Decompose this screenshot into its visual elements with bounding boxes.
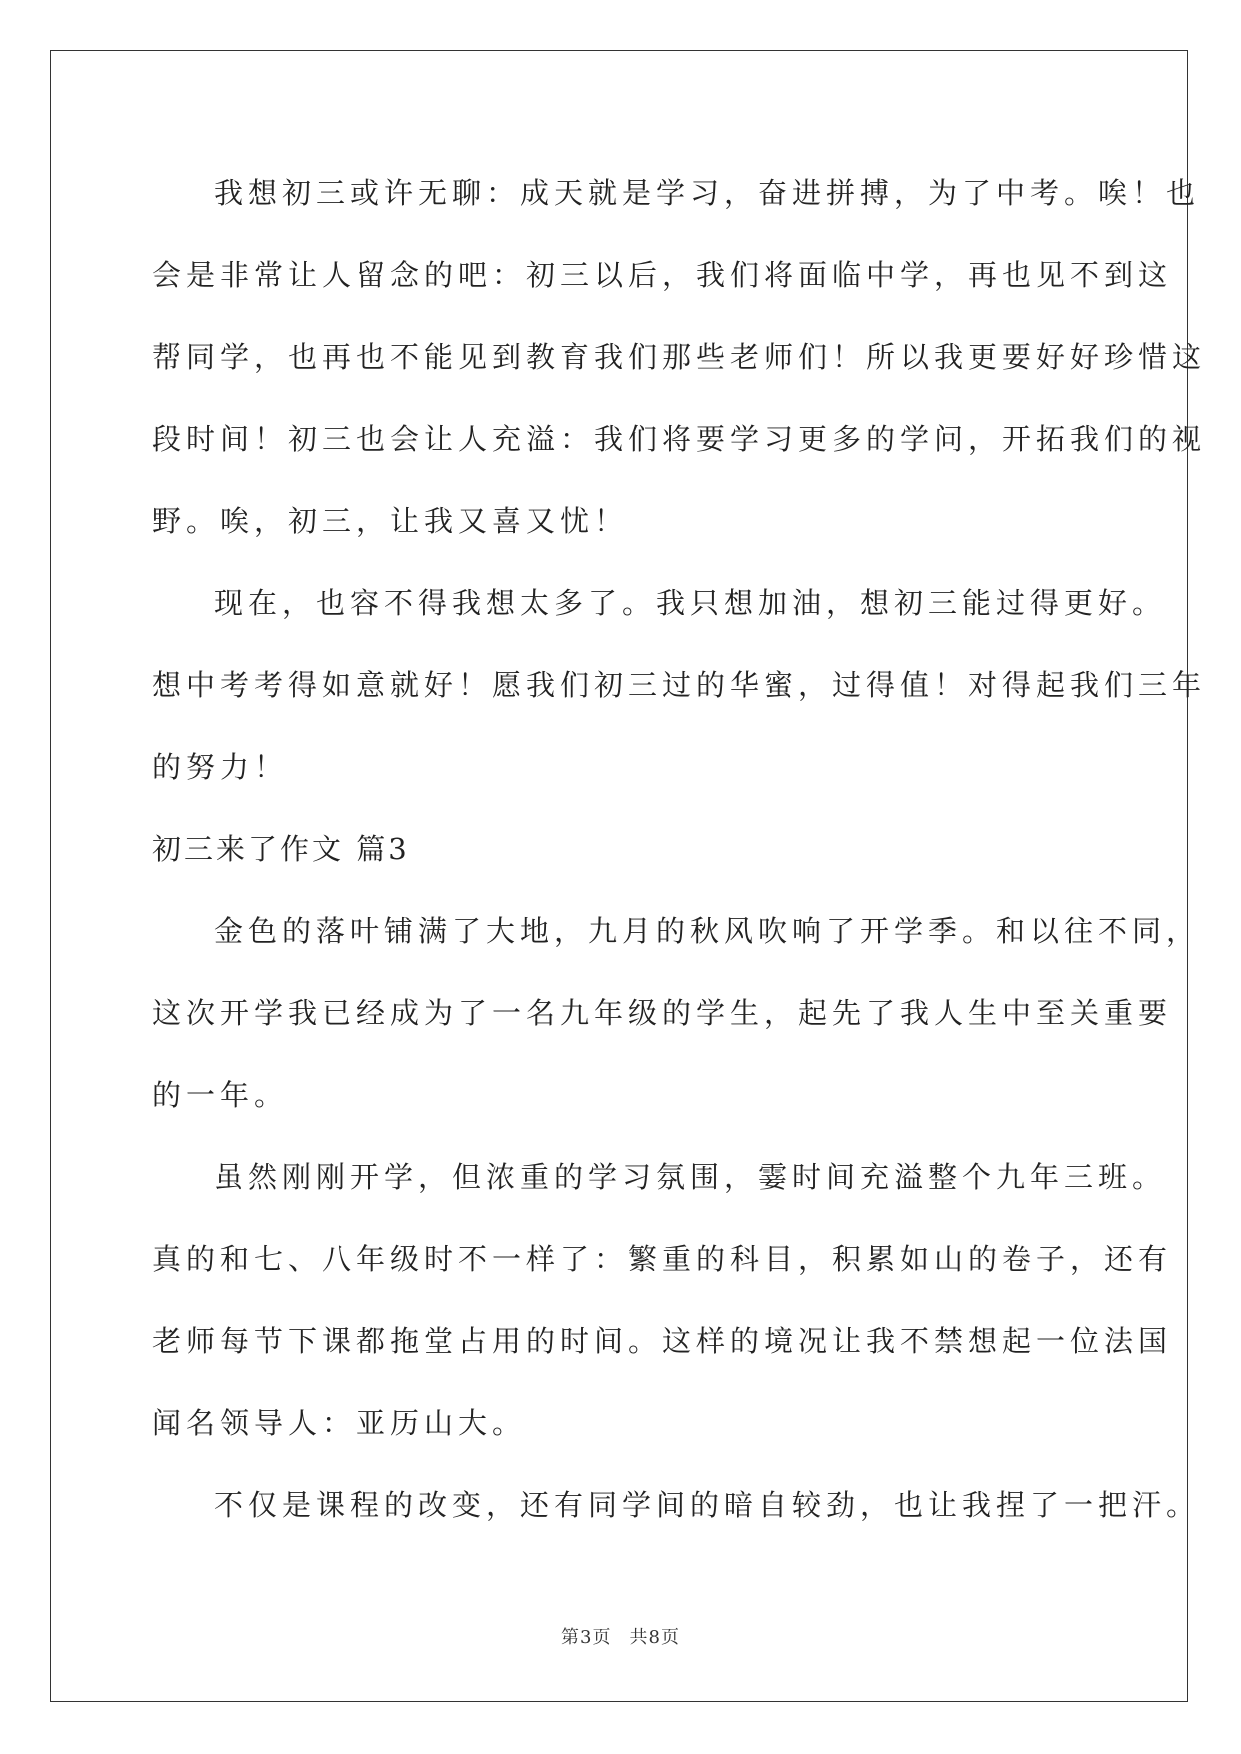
text-line: 金色的落叶铺满了大地，九月的秋风吹响了开学季。和以往不同，: [214, 914, 1201, 948]
text-line: 帮同学，也再也不能见到教育我们那些老师们！所以我更要好好珍惜这: [152, 340, 1207, 374]
page-number: 第3页: [561, 1627, 612, 1648]
text-line: 现在，也容不得我想太多了。我只想加油，想初三能过得更好。: [214, 586, 1167, 620]
text-line: 老师每节下课都拖堂占用的时间。这样的境况让我不禁想起一位法国: [152, 1324, 1173, 1358]
text-line: 的一年。: [152, 1078, 289, 1112]
text-line: 真的和七、八年级时不一样了：繁重的科目，积累如山的卷子，还有: [152, 1242, 1173, 1276]
text-line: 虽然刚刚开学，但浓重的学习氛围，霎时间充溢整个九年三班。: [214, 1160, 1167, 1194]
text-line: 会是非常让人留念的吧：初三以后，我们将面临中学，再也见不到这: [152, 258, 1173, 292]
page-footer: [0, 1623, 1241, 1649]
text-line: 我想初三或许无聊：成天就是学习，奋进拼搏，为了中考。唉！也: [214, 176, 1201, 210]
document-body: [152, 162, 1207, 1556]
text-line: 这次开学我已经成为了一名九年级的学生，起先了我人生中至关重要: [152, 996, 1173, 1030]
text-line: 段时间！初三也会让人充溢：我们将要学习更多的学问，开拓我们的视: [152, 422, 1207, 456]
section-heading: 初三来了作文 篇3: [152, 832, 410, 866]
total-pages: 共8页: [629, 1627, 680, 1648]
text-line: 闻名领导人：亚历山大。: [152, 1406, 527, 1440]
text-line: 野。唉，初三，让我又喜又忧！: [152, 504, 629, 538]
text-line: 想中考考得如意就好！愿我们初三过的华蜜，过得值！对得起我们三年: [152, 668, 1207, 702]
text-line: 的努力！: [152, 750, 289, 784]
text-line: 不仅是课程的改变，还有同学间的暗自较劲，也让我捏了一把汗。: [214, 1488, 1201, 1522]
